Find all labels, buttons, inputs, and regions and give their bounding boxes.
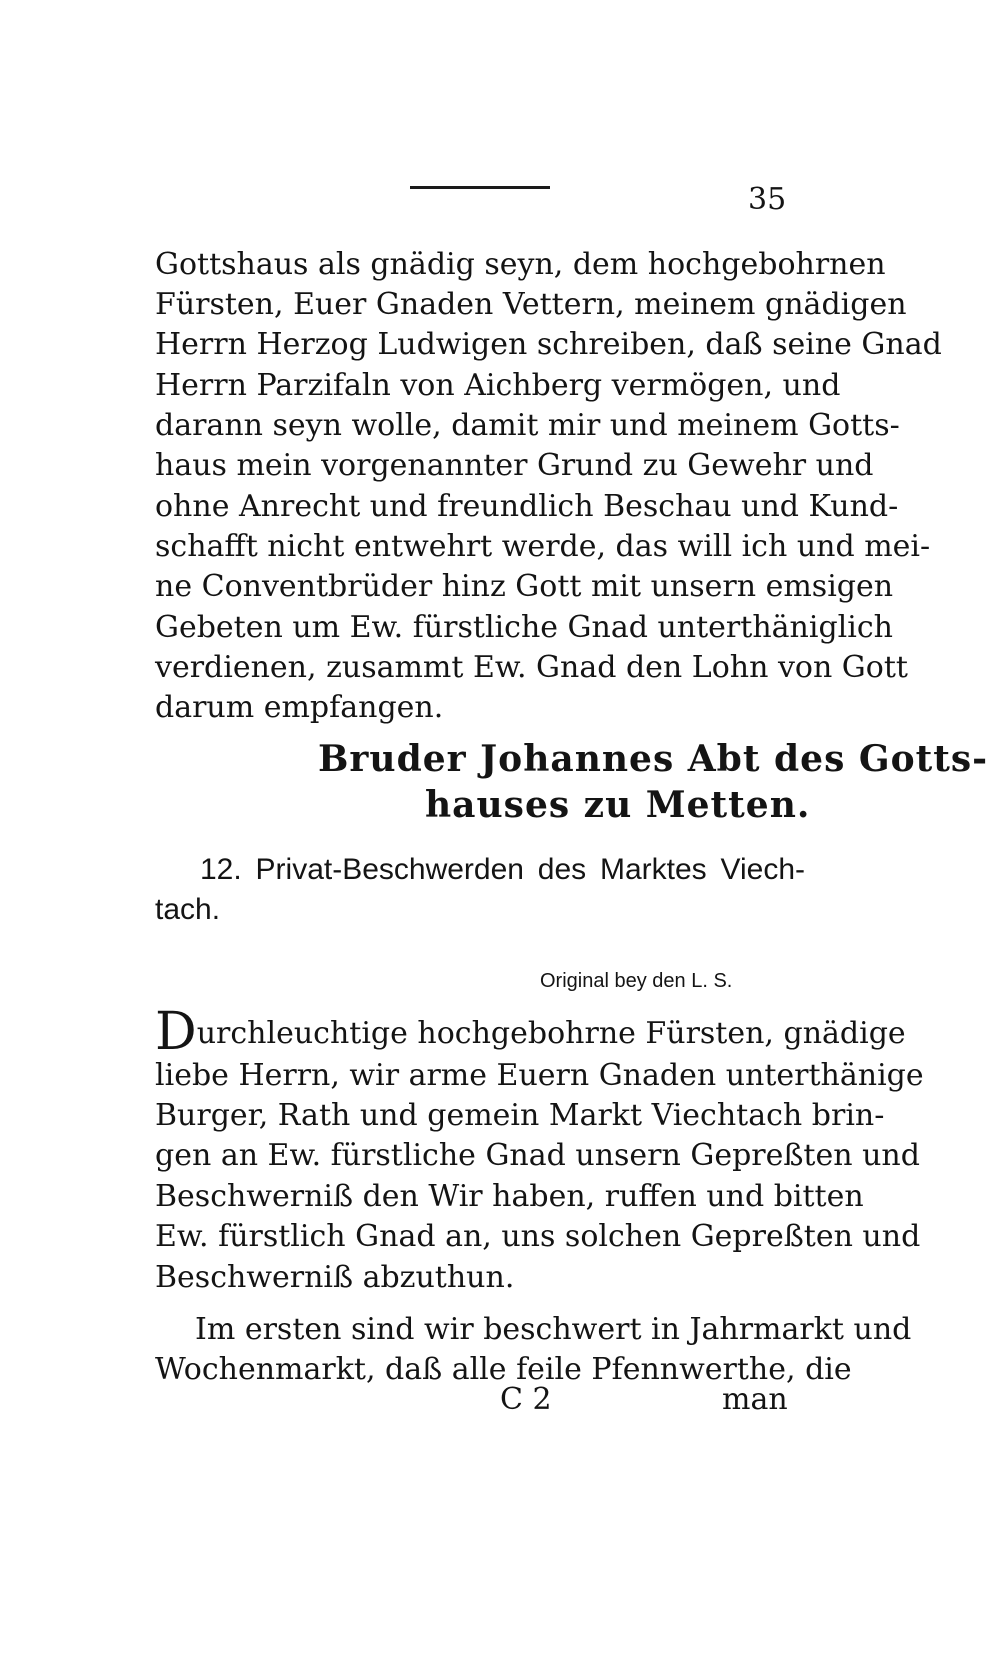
text-line: ne Conventbrüder hinz Gott mit unsern emsigen bbox=[155, 569, 894, 604]
text-line: Herrn Parzifaln von Aichberg vermögen, und bbox=[155, 368, 841, 403]
text-line: gen an Ew. fürstliche Gnad unsern Gepreßten und bbox=[155, 1138, 920, 1173]
text-line: Im ersten sind wir beschwert in Jahrmarkt und bbox=[195, 1312, 912, 1347]
text-line: Gebeten um Ew. fürstliche Gnad unterthäniglich bbox=[155, 610, 893, 645]
text-line: Burger, Rath und gemein Markt Viechtach brin- bbox=[155, 1098, 885, 1133]
text-line: darum empfangen. bbox=[155, 690, 444, 725]
text-line bbox=[155, 1002, 906, 1062]
text-line: darann seyn wolle, damit mir und meinem Gotts- bbox=[155, 408, 900, 443]
source-note: Original bey den L. S. bbox=[540, 970, 733, 992]
text-line: Ew. fürstlich Gnad an, uns solchen Gepreßten und bbox=[155, 1219, 921, 1254]
text-line: Fürsten, Euer Gnaden Vettern, meinem gnädigen bbox=[155, 287, 907, 322]
text-line: schafft nicht entwehrt werde, das will ich und mei- bbox=[155, 529, 931, 564]
text-line: verdienen, zusammt Ew. Gnad den Lohn von Gott bbox=[155, 650, 908, 685]
text-line: Herrn Herzog Ludwigen schreiben, daß seine Gnad bbox=[155, 327, 942, 362]
page-number: 35 bbox=[748, 182, 787, 217]
text-line-rest: urchleuchtige hochgebohrne Fürsten, gnädige bbox=[196, 1016, 906, 1051]
signature-line: Bruder Johannes Abt des Gotts- bbox=[318, 738, 989, 780]
catchword: man bbox=[722, 1382, 788, 1417]
text-line: ohne Anrecht und freundlich Beschau und Kund- bbox=[155, 489, 899, 524]
text-line: Beschwerniß den Wir haben, ruffen und bitten bbox=[155, 1179, 864, 1214]
text-line: Gottshaus als gnädig seyn, dem hochgebohrnen bbox=[155, 247, 886, 282]
signature-line: hauses zu Metten. bbox=[425, 784, 811, 826]
text-line: haus mein vorgenannter Grund zu Gewehr und bbox=[155, 448, 874, 483]
section-heading: 12. Privat-Beschwerden des Marktes Viech- bbox=[200, 853, 805, 886]
text-line: Beschwerniß abzuthun. bbox=[155, 1260, 515, 1295]
header-rule bbox=[410, 186, 550, 189]
signature-mark: C 2 bbox=[500, 1382, 552, 1417]
initial-letter: D bbox=[155, 1002, 197, 1062]
text-line: liebe Herrn, wir arme Euern Gnaden unterthänige bbox=[155, 1058, 924, 1093]
text-line: Wochenmarkt, daß alle feile Pfennwerthe, die bbox=[155, 1352, 852, 1387]
section-heading: tach. bbox=[155, 893, 221, 926]
